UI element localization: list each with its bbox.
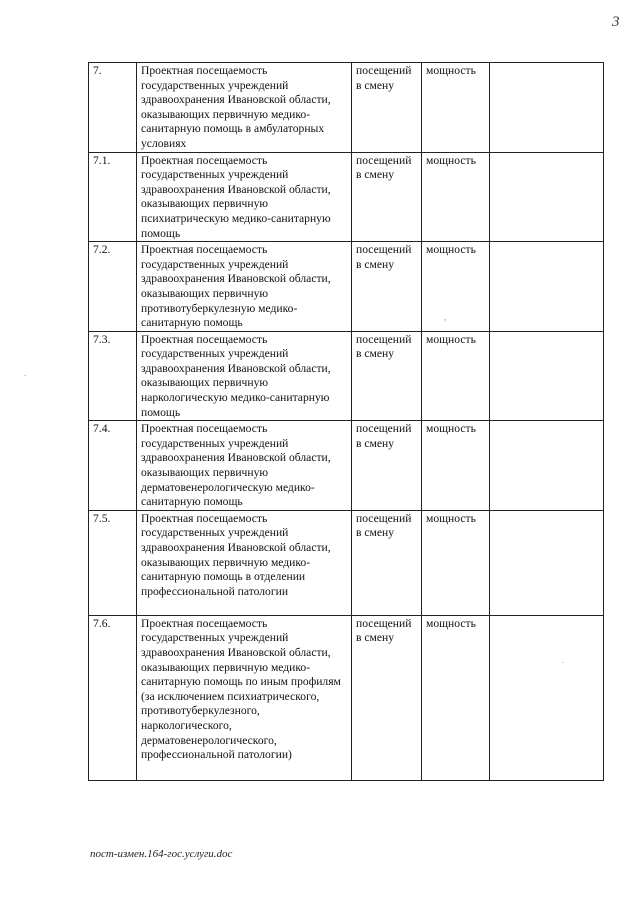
unit-cell: посещений в смену (352, 421, 422, 511)
value-cell (490, 615, 604, 780)
type-cell: мощность (422, 242, 490, 332)
unit-cell: посещений в смену (352, 63, 422, 153)
table-row (89, 421, 604, 511)
indicator-name: Проектная посещаемость государственных учреждений здравоохранения Ивановской области, оказывающих первичную медико-санитарную помощь по иным профилям (за исключением психиатрического, противотуберкулезного, наркологического, дерматовенерологического, профессиональной патологии) (137, 615, 352, 780)
type-cell: мощность (422, 615, 490, 780)
row-number: 7.4. (89, 421, 137, 511)
type-cell: мощность (422, 331, 490, 421)
type-cell: мощность (422, 510, 490, 615)
unit-cell: посещений в смену (352, 331, 422, 421)
unit-cell: посещений в смену (352, 510, 422, 615)
page-number: 3 (612, 14, 620, 30)
table-row (89, 242, 604, 332)
indicator-table (88, 62, 604, 781)
value-cell (490, 63, 604, 153)
table-row (89, 63, 604, 153)
table-row (89, 510, 604, 615)
scan-speck: . (24, 368, 27, 378)
row-number: 7. (89, 63, 137, 153)
unit-cell: посещений в смену (352, 615, 422, 780)
indicator-name: Проектная посещаемость государственных учреждений здравоохранения Ивановской области, оказывающих первичную психиатрическую медико-санитарную помощь (137, 152, 352, 242)
unit-cell: посещений в смену (352, 152, 422, 242)
value-cell (490, 242, 604, 332)
value-cell (490, 510, 604, 615)
type-cell: мощность (422, 421, 490, 511)
indicator-name: Проектная посещаемость государственных учреждений здравоохранения Ивановской области, оказывающих первичную дерматовенерологическую медико-санитарную помощь (137, 421, 352, 511)
type-cell: мощность (422, 152, 490, 242)
unit-cell: посещений в смену (352, 242, 422, 332)
row-number: 7.2. (89, 242, 137, 332)
value-cell (490, 421, 604, 511)
type-cell: мощность (422, 63, 490, 153)
table-row (89, 331, 604, 421)
scan-speck: , (444, 312, 447, 322)
table-row (89, 152, 604, 242)
row-number: 7.1. (89, 152, 137, 242)
value-cell (490, 152, 604, 242)
row-number: 7.3. (89, 331, 137, 421)
value-cell (490, 331, 604, 421)
indicator-name: Проектная посещаемость государственных учреждений здравоохранения Ивановской области, оказывающих первичную наркологическую медико-санитарную помощь (137, 331, 352, 421)
row-number: 7.5. (89, 510, 137, 615)
table-row (89, 615, 604, 780)
indicator-name: Проектная посещаемость государственных учреждений здравоохранения Ивановской области, оказывающих первичную противотуберкулезную медико-санитарную помощь (137, 242, 352, 332)
row-number: 7.6. (89, 615, 137, 780)
indicator-name: Проектная посещаемость государственных учреждений здравоохранения Ивановской области, оказывающих первичную медико-санитарную помощь в отделении профессиональной патологии (137, 510, 352, 615)
indicator-name: Проектная посещаемость государственных учреждений здравоохранения Ивановской области, оказывающих первичную медико-санитарную помощь в амбулаторных условиях (137, 63, 352, 153)
scan-speck: . (562, 655, 565, 665)
footer-filename: пост-измен.164-гос.услуги.doc (90, 848, 233, 860)
